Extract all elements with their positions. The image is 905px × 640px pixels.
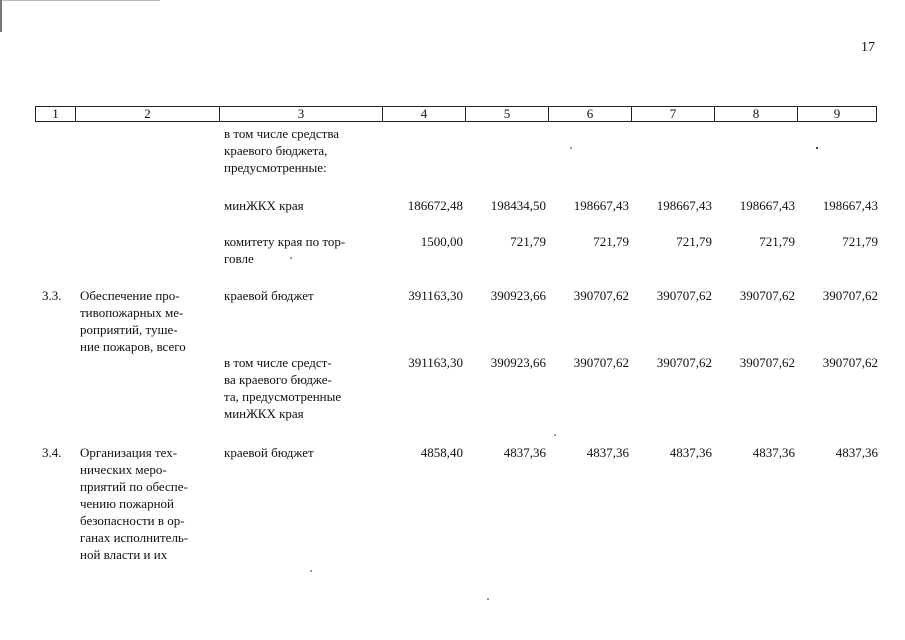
value-cell-col8: 390707,62 — [739, 288, 795, 303]
value-cell-col5: 390923,66 — [490, 355, 546, 370]
value-cell-col7: 198667,43 — [656, 198, 712, 213]
value-cell-col5: 198434,50 — [490, 198, 546, 213]
value-cell-col4: 391163,30 — [408, 288, 463, 303]
source-line: в том числе средства — [224, 126, 340, 141]
value-cell-col7: 4837,36 — [669, 445, 712, 460]
item-name-line: Обеспечение про- — [80, 288, 180, 303]
scan-dot — [816, 147, 818, 149]
item-name-line: ганах исполнитель- — [80, 530, 189, 545]
source-line: краевой бюджет — [224, 445, 314, 460]
col-header-1: 1 — [36, 107, 76, 121]
value-cell-col5: 4837,36 — [503, 445, 546, 460]
source-line: в том числе средст- — [224, 355, 332, 370]
scan-dot — [487, 598, 489, 600]
source-line: комитету края по тор- — [224, 234, 346, 249]
source-line: предусмотренные: — [224, 160, 327, 175]
source-line: говле — [224, 251, 254, 266]
item-name-cell — [80, 444, 218, 563]
source-cell — [224, 354, 376, 422]
value-cell-col4: 4858,40 — [420, 445, 463, 460]
value-cell-col4: 1500,00 — [420, 234, 463, 249]
col-header-4: 4 — [383, 107, 466, 121]
value-cell-col6: 198667,43 — [573, 198, 629, 213]
value-cell-col9: 721,79 — [842, 234, 878, 249]
value-cell-col6: 390707,62 — [573, 355, 629, 370]
source-line: краевого бюджета, — [224, 143, 328, 158]
value-cell-col7: 721,79 — [676, 234, 712, 249]
scan-dot — [310, 570, 312, 572]
value-cell-col8: 198667,43 — [739, 198, 795, 213]
item-name-cell — [80, 287, 218, 355]
value-cell-col4: 186672,48 — [407, 198, 463, 213]
row-number: 3.4. — [42, 445, 62, 460]
value-cell-col7: 390707,62 — [656, 288, 712, 303]
scan-dot — [554, 434, 556, 436]
col-header-8: 8 — [715, 107, 798, 121]
item-name-line: тивопожарных ме- — [80, 305, 184, 320]
source-line: та, предусмотренные — [224, 389, 342, 404]
col-header-2: 2 — [76, 107, 220, 121]
value-cell-col5: 390923,66 — [490, 288, 546, 303]
value-cell-col8: 390707,62 — [739, 355, 795, 370]
source-cell — [224, 197, 376, 214]
item-name-line: ние пожаров, всего — [80, 339, 186, 354]
value-cell-col5: 721,79 — [510, 234, 546, 249]
column-header-row — [35, 106, 877, 122]
scan-edge-line — [0, 0, 160, 1]
value-cell-col9: 390707,62 — [822, 355, 878, 370]
item-name-line: безопасности в ор- — [80, 513, 185, 528]
value-cell-col6: 721,79 — [593, 234, 629, 249]
source-cell — [224, 444, 376, 461]
source-line: краевой бюджет — [224, 288, 314, 303]
col-header-6: 6 — [549, 107, 632, 121]
value-cell-col6: 390707,62 — [573, 288, 629, 303]
item-name-line: нических меро- — [80, 462, 167, 477]
scan-dot — [290, 257, 292, 259]
col-header-5: 5 — [466, 107, 549, 121]
col-header-3: 3 — [220, 107, 383, 121]
col-header-7: 7 — [632, 107, 715, 121]
source-line: минЖКХ края — [224, 198, 304, 213]
scan-edge-mark — [0, 0, 2, 32]
source-line: ва краевого бюдже- — [224, 372, 332, 387]
value-cell-col9: 4837,36 — [835, 445, 878, 460]
item-name-line: чению пожарной — [80, 496, 174, 511]
source-cell — [224, 287, 376, 304]
value-cell-col8: 4837,36 — [752, 445, 795, 460]
value-cell-col9: 390707,62 — [822, 288, 878, 303]
page-number: 17 — [861, 40, 875, 55]
item-name-line: приятий по обеспе- — [80, 479, 188, 494]
value-cell-col7: 390707,62 — [656, 355, 712, 370]
value-cell-col8: 721,79 — [759, 234, 795, 249]
col-header-9: 9 — [833, 106, 841, 121]
source-cell — [224, 233, 376, 267]
value-cell-col6: 4837,36 — [586, 445, 629, 460]
row-number: 3.3. — [42, 288, 62, 303]
item-name-line: роприятий, туше- — [80, 322, 178, 337]
value-cell-col4: 391163,30 — [408, 355, 463, 370]
scan-dot — [570, 147, 572, 149]
item-name-line: ной власти и их — [80, 547, 168, 562]
source-line: минЖКХ края — [224, 406, 304, 421]
source-cell — [224, 125, 376, 176]
item-name-line: Организация тех- — [80, 445, 178, 460]
value-cell-col9: 198667,43 — [822, 198, 878, 213]
